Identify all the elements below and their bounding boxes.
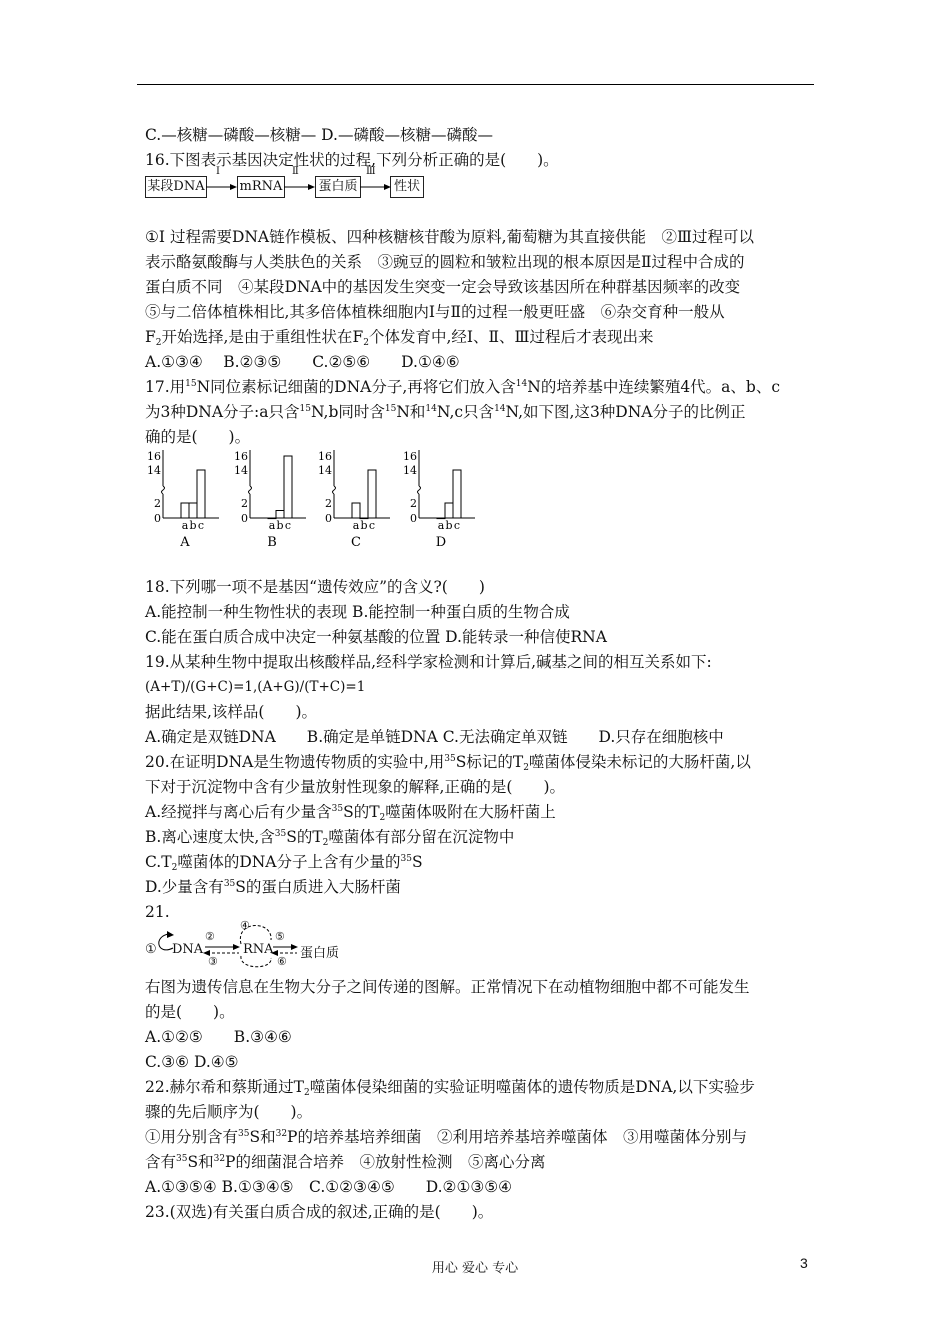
page-footer: 用心 爱心 专心 [431, 1261, 519, 1276]
q15-options-tail: C.—核糖—磷酸—核糖— D.—磷酸—核糖—磷酸— [145, 126, 493, 144]
q16-line-5: $F_2$开始选择,是由于重组性状在$F_2$个体发育中,经Ⅰ、Ⅱ、Ⅲ过程后才表现出来 [145, 328, 654, 348]
q20-option-c: $C.T_2$噬菌体的DNA分子上含有少量的$^{35}$S [145, 853, 423, 873]
x-tick-label: c [197, 519, 205, 532]
chart-label: A [180, 535, 190, 548]
y-tick-label: 16 [403, 450, 417, 463]
y-tick-label: 16 [234, 450, 248, 463]
q20-line-1: 20.在证明DNA是生物遗传物质的实验中,用$^{35}$S标记的$T_2$噬菌体侵染未标记的大肠杆菌,以 [145, 753, 751, 773]
y-tick-label: 2 [325, 497, 332, 510]
bar-b [189, 503, 197, 518]
q16-line-2: 表示酪氨酸酶与人类肤色的关系 ③豌豆的圆粒和皱粒出现的根本原因是Ⅱ过程中合成的 [145, 253, 745, 271]
chart-svg [401, 448, 481, 548]
y-tick-label: 0 [154, 512, 161, 525]
q19-options: A.确定是双链DNA B.确定是单链DNA C.无法确定单双链 D.只存在细胞核中 [145, 728, 724, 746]
q21-protein: 蛋白质 [300, 946, 340, 961]
q21-options-1: A.①②⑤ B.③④⑥ [145, 1028, 292, 1046]
chart-a [145, 448, 225, 552]
arrow-label-2: Ⅱ [292, 166, 299, 177]
x-tick-label: a [268, 519, 276, 532]
q23-stem: 23.(双选)有关蛋白质合成的叙述,正确的是( )。 [145, 1203, 494, 1221]
chart-svg [145, 448, 225, 548]
x-tick-label: a [437, 519, 445, 532]
q18-options-1: A.能控制一种生物性状的表现 B.能控制一种蛋白质的生物合成 [145, 603, 570, 621]
header-rule [137, 84, 814, 85]
y-tick-label: 14 [147, 464, 161, 477]
arrow-1 [206, 168, 238, 198]
q17-line-3: 确的是( )。 [145, 428, 251, 446]
q21-options-2: C.③⑥ D.④⑤ [145, 1053, 239, 1071]
q20-option-a: A.经搅拌与离心后有少量含$^{35}$S的$T_2$噬菌体吸附在大肠杆菌上 [145, 803, 556, 823]
flow-box-protein: 蛋白质 [315, 176, 361, 198]
q21-mark-1: ① [145, 942, 157, 957]
x-tick-label: b [360, 519, 368, 532]
bar-c [368, 470, 376, 518]
q22-line-3: ①用分别含有$^{35}$S和$^{32}$P的培养基培养细菌 ②利用培养基培养噬菌体 ③用噬菌体分别与 [145, 1128, 747, 1146]
bar-b [276, 511, 284, 519]
q22-line-2: 骤的先后顺序为( )。 [145, 1103, 313, 1121]
q16-line-1: ①Ⅰ 过程需要DNA链作模板、四种核糖核苷酸为原料,葡萄糖为其直接供能 ②Ⅲ过程可以 [145, 228, 755, 246]
chart-label: B [267, 535, 277, 548]
x-tick-label: a [352, 519, 360, 532]
y-tick-label: 16 [147, 450, 161, 463]
bar-c [453, 470, 461, 518]
q20-option-d: D.少量含有$^{35}$S的蛋白质进入大肠杆菌 [145, 878, 401, 896]
bar-b [445, 503, 453, 518]
q18-stem: 18.下列哪一项不是基因“遗传效应”的含义?( ) [145, 578, 485, 596]
x-tick-label: b [276, 519, 284, 532]
q16-stem: 16.下图表示基因决定性状的过程,下列分析正确的是( )。 [145, 151, 559, 169]
axis-break [249, 486, 252, 494]
q19-stem: 19.从某种生物中提取出核酸样品,经科学家检测和计算后,碱基之间的相互关系如下: [145, 653, 712, 671]
bar-a [352, 503, 360, 518]
flow-box-dna: 某段DNA [145, 176, 207, 198]
flow-box-trait: 性状 [390, 176, 424, 198]
q21-mark-5: ⑤ [275, 930, 285, 943]
y-tick-label: 2 [154, 497, 161, 510]
chart-label: D [435, 535, 447, 548]
q21-mark-4: ④ [240, 919, 250, 932]
q21-mark-6: ⑥ [277, 955, 287, 968]
y-tick-label: 0 [325, 512, 332, 525]
axis-break [418, 486, 421, 494]
q17-line-2: 为3种DNA分子:a只含$^{15}$N,b同时含$^{15}$N和$^{14}$N,c只含$^{14}$N,如下图,这3种DNA分子的比例正 [145, 403, 746, 421]
q19-formula: (A+T)/(G+C)=1,(A+G)/(T+C)=1 [145, 679, 366, 695]
y-tick-label: 14 [403, 464, 417, 477]
q19-line-2: 据此结果,该样品( )。 [145, 703, 318, 721]
q16-options: A.①③④ B.②③⑤ C.②⑤⑥ D.①④⑥ [145, 353, 460, 371]
q18-options-2: C.能在蛋白质合成中决定一种氨基酸的位置 D.能转录一种信使RNA [145, 628, 607, 646]
q22-options: A.①③⑤④ B.①③④⑤ C.①②③④⑤ D.②①③⑤④ [145, 1178, 513, 1196]
q17-line-1: 17.用$^{15}$N同位素标记细菌的DNA分子,再将它们放入含$^{14}$N的培养基中连续繁殖4代。a、b、c [145, 378, 781, 396]
q16-line-4: ⑤与二倍体植株相比,其多倍体植株细胞内Ⅰ与Ⅱ的过程一般更旺盛 ⑥杂交育种一般从 [145, 303, 725, 321]
y-tick-label: 14 [234, 464, 248, 477]
bar-a [181, 503, 189, 518]
bar-c [284, 456, 292, 518]
arrow-label-1: Ⅰ [216, 166, 220, 177]
q21-rna: RNA [243, 942, 274, 957]
q21-line-2: 的是( )。 [145, 1003, 235, 1021]
page-number: 3 [800, 1255, 808, 1271]
chart-svg [232, 448, 312, 548]
arrow-3 [360, 168, 392, 198]
y-tick-label: 0 [241, 512, 248, 525]
y-tick-label: 14 [318, 464, 332, 477]
x-tick-label: b [189, 519, 197, 532]
chart-svg [316, 448, 396, 548]
flow-box-mrna: mRNA [237, 176, 285, 198]
q21-mark-2: ② [205, 930, 215, 943]
q22-line-1: 22.赫尔希和蔡斯通过$T_2$噬菌体侵染细菌的实验证明噬菌体的遗传物质是DNA,以下实验步 [145, 1078, 755, 1098]
q20-line-2: 下对于沉淀物中含有少量放射性现象的解释,正确的是( )。 [145, 778, 566, 796]
chart-c [316, 448, 396, 552]
x-tick-label: b [445, 519, 453, 532]
x-tick-label: a [181, 519, 189, 532]
q22-line-4: 含有$^{35}$S和$^{32}$P的细菌混合培养 ④放射性检测 ⑤离心分离 [145, 1153, 546, 1171]
chart-d [401, 448, 481, 552]
axis-break [162, 486, 165, 494]
x-tick-label: c [284, 519, 292, 532]
q20-option-b: B.离心速度太快,含$^{35}$S的$T_2$噬菌体有部分留在沉淀物中 [145, 828, 515, 848]
y-tick-label: 2 [241, 497, 248, 510]
bar-c [197, 470, 205, 518]
y-tick-label: 2 [410, 497, 417, 510]
axis-break [333, 486, 336, 494]
y-tick-label: 16 [318, 450, 332, 463]
q16-line-3: 蛋白质不同 ④某段DNA中的基因发生突变一定会导致该基因所在种群基因频率的改变 [145, 278, 741, 296]
arrow-2 [284, 168, 316, 198]
chart-label: C [351, 535, 361, 548]
q21-mark-3: ③ [208, 955, 218, 968]
x-tick-label: c [453, 519, 461, 532]
y-tick-label: 0 [410, 512, 417, 525]
q21-dna: DNA [172, 942, 204, 957]
x-tick-label: c [368, 519, 376, 532]
q21-line-1: 右图为遗传信息在生物大分子之间传递的图解。正常情况下在动植物细胞中都不可能发生 [145, 978, 750, 996]
q21-number: 21. [145, 903, 170, 921]
chart-b [232, 448, 312, 552]
arrow-label-3: Ⅲ [366, 166, 376, 177]
